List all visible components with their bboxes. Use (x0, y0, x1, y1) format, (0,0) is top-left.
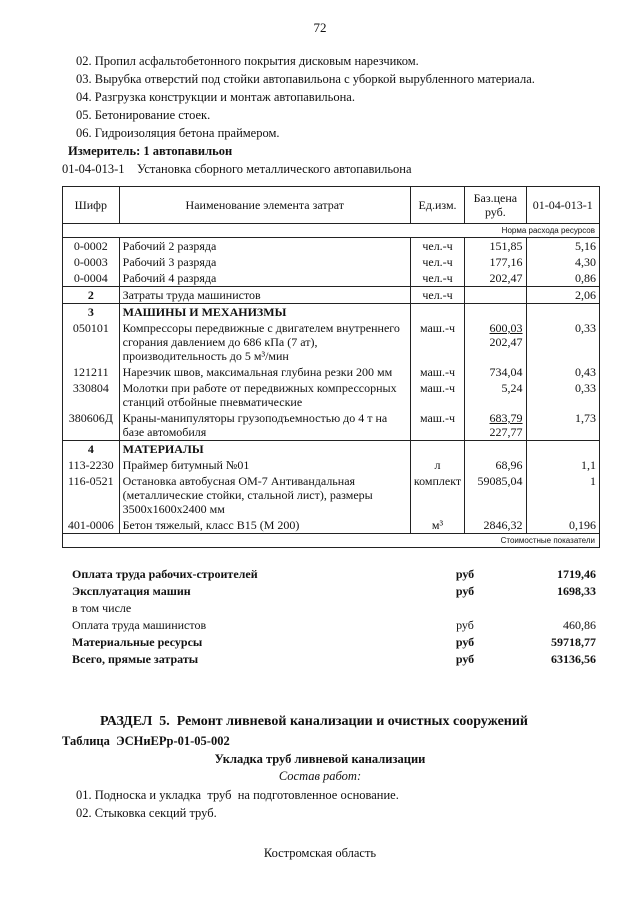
table-row (63, 457, 600, 473)
row-norm: 0,43 (526, 364, 599, 380)
row-code: 0-0002 (63, 238, 120, 255)
meter-label: Измеритель: 1 автопавильон (68, 144, 233, 158)
works-composition-label: Состав работ: (278, 769, 362, 783)
totals-unit: руб (455, 567, 475, 581)
totals-unit: руб (455, 635, 475, 649)
row-price: 202,47 (465, 270, 526, 287)
row-code: 0-0003 (63, 254, 120, 270)
totals-unit: руб (456, 618, 474, 632)
row-unit: комплект (410, 473, 464, 517)
row-name: Компрессоры передвижные с двигателем внутреннего сгорания давлением до 686 кПа (7 ат), производительность до 5 м³/мин (119, 320, 410, 364)
row-price-secondary: 202,47 (489, 335, 523, 349)
row-code: 050101 (63, 320, 120, 364)
header-code: Шифр (63, 187, 120, 224)
totals-unit: руб (455, 584, 475, 598)
group-header-row (63, 304, 600, 321)
row-price: 177,16 (465, 254, 526, 270)
footer-region: Костромская область (263, 846, 377, 860)
work-item: 04. Разгрузка конструкции и монтаж автопавильона. (76, 90, 355, 104)
totals-value: 1698,33 (557, 584, 596, 598)
row-price: 151,85 (465, 238, 526, 255)
norm-label: Норма расхода ресурсов (63, 224, 600, 238)
work-item: 05. Бетонирование стоек. (76, 108, 211, 122)
table-row (63, 287, 600, 304)
row-norm: 0,86 (526, 270, 599, 287)
row-norm: 5,16 (526, 238, 599, 255)
totals-value: 460,86 (563, 618, 596, 632)
row-price: 68,96 (465, 457, 526, 473)
row-code: 330804 (63, 380, 120, 410)
table-row (63, 254, 600, 270)
work-item: 02. Стыковка секций труб. (76, 806, 217, 820)
table-row (63, 410, 600, 441)
code-line: 01-04-013-1 Установка сборного металлического автопавильона (62, 162, 412, 176)
totals-row (62, 566, 600, 583)
totals-row (62, 583, 600, 600)
row-price: 600,03 (489, 321, 523, 335)
page-number: 72 (313, 20, 327, 35)
totals-label: в том числе (72, 601, 132, 615)
row-unit: чел.-ч (410, 238, 464, 255)
row-code: 116-0521 (63, 473, 120, 517)
table-header-row (63, 187, 600, 224)
norm-label-row (63, 224, 600, 238)
table-row (63, 380, 600, 410)
table-row (63, 270, 600, 287)
row-code: 3 (63, 304, 120, 321)
row-name: Остановка автобусная ОМ-7 Антивандальная (металлические стойки, стальной лист), размеры 3500х1600х2400 мм (119, 473, 410, 517)
row-unit: чел.-ч (410, 287, 464, 304)
header-name: Наименование элемента затрат (119, 187, 410, 224)
totals-label: Оплата труда машинистов (72, 618, 207, 632)
header-norm: 01-04-013-1 (526, 187, 599, 224)
work-item: 03. Вырубка отверстий под стойки автопавильона с уборкой вырубленного материала. (76, 72, 535, 86)
row-unit: маш.-ч (410, 364, 464, 380)
group-title: МАТЕРИАЛЫ (119, 441, 410, 458)
row-price: 683,79 (489, 411, 523, 425)
row-name: Краны-манипуляторы грузоподъемностью до 4 т на базе автомобиля (119, 410, 410, 441)
subsection-title: Укладка труб ливневой канализации (214, 752, 426, 766)
row-price: 59085,04 (465, 473, 526, 517)
totals-value (507, 600, 600, 617)
table-row (63, 320, 600, 364)
row-price: 5,24 (465, 380, 526, 410)
row-norm: 4,30 (526, 254, 599, 270)
group-title: МАШИНЫ И МЕХАНИЗМЫ (119, 304, 410, 321)
section-title: РАЗДЕЛ 5. Ремонт ливневой канализации и очистных сооружений (100, 714, 528, 729)
totals-value: 1719,46 (557, 567, 596, 581)
row-norm: 0,33 (526, 320, 599, 364)
table-row (63, 238, 600, 255)
row-unit: маш.-ч (410, 410, 464, 441)
work-item: 06. Гидроизоляция бетона праймером. (76, 126, 280, 140)
totals-row (62, 634, 600, 651)
totals-table (62, 566, 600, 668)
row-unit: чел.-ч (410, 254, 464, 270)
table-reference: Таблица ЭСНиЕРр-01-05-002 (62, 734, 230, 748)
totals-row (62, 617, 600, 634)
row-code: 2 (63, 287, 120, 304)
row-name: Праймер битумный №01 (119, 457, 410, 473)
row-price: 734,04 (465, 364, 526, 380)
row-unit: чел.-ч (410, 270, 464, 287)
row-name: Рабочий 3 разряда (119, 254, 410, 270)
table-row (63, 517, 600, 534)
cost-label: Стоимостные показатели (63, 534, 600, 548)
row-unit: маш.-ч (410, 380, 464, 410)
row-code: 113-2230 (63, 457, 120, 473)
row-name: Молотки при работе от передвижных компрессорных станций отбойные пневматические (119, 380, 410, 410)
row-name: Затраты труда машинистов (119, 287, 410, 304)
row-norm: 0,33 (526, 380, 599, 410)
header-unit: Ед.изм. (410, 187, 464, 224)
row-price-cell (465, 410, 526, 441)
totals-label: Всего, прямые затраты (72, 652, 199, 666)
resource-table (62, 186, 600, 548)
row-norm: 1,73 (526, 410, 599, 441)
work-item: 02. Пропил асфальтобетонного покрытия дисковым нарезчиком. (76, 54, 419, 68)
row-code: 401-0006 (63, 517, 120, 534)
row-norm: 0,196 (526, 517, 599, 534)
row-norm: 1 (526, 473, 599, 517)
row-code: 121211 (63, 364, 120, 380)
totals-label: Эксплуатация машин (72, 584, 191, 598)
totals-label: Материальные ресурсы (72, 635, 203, 649)
row-price (465, 287, 526, 304)
row-unit: маш.-ч (410, 320, 464, 364)
totals-row (62, 651, 600, 668)
cost-label-row (63, 534, 600, 548)
totals-unit (423, 600, 507, 617)
totals-value: 59718,77 (551, 635, 596, 649)
row-price: 2846,32 (465, 517, 526, 534)
row-unit: л (410, 457, 464, 473)
row-name: Рабочий 2 разряда (119, 238, 410, 255)
work-item: 01. Подноска и укладка труб на подготовленное основание. (76, 788, 399, 802)
header-price: Баз.цена руб. (465, 187, 526, 224)
row-price-cell (465, 320, 526, 364)
row-price-secondary: 227,77 (489, 425, 523, 439)
row-code: 4 (63, 441, 120, 458)
table-row (63, 473, 600, 517)
totals-value: 63136,56 (551, 652, 596, 666)
row-unit: м³ (410, 517, 464, 534)
totals-unit: руб (455, 652, 475, 666)
row-norm: 1,1 (526, 457, 599, 473)
totals-label: Оплата труда рабочих-строителей (72, 567, 258, 581)
group-header-row (63, 441, 600, 458)
row-name: Рабочий 4 разряда (119, 270, 410, 287)
totals-row (62, 600, 600, 617)
row-norm: 2,06 (526, 287, 599, 304)
row-name: Бетон тяжелый, класс B15 (М 200) (119, 517, 410, 534)
table-row (63, 364, 600, 380)
row-name: Нарезчик швов, максимальная глубина резки 200 мм (119, 364, 410, 380)
row-code: 380606Д (63, 410, 120, 441)
row-code: 0-0004 (63, 270, 120, 287)
